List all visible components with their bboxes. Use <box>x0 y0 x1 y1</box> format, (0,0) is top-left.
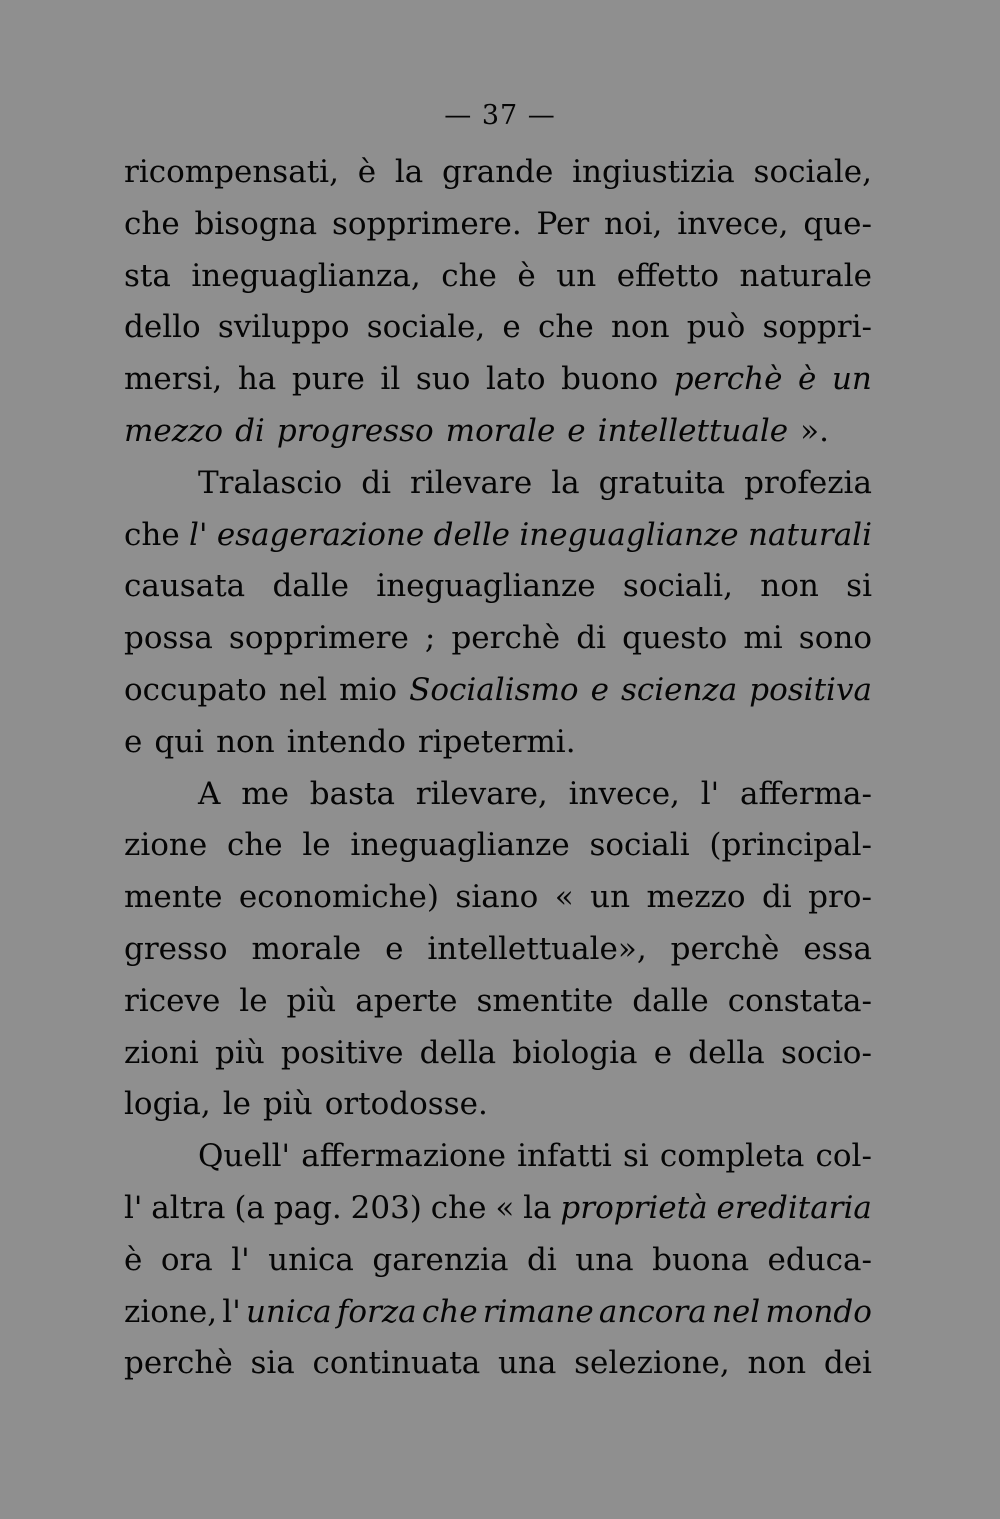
word: questo <box>622 620 728 657</box>
italic-word: intellettuale <box>597 413 789 449</box>
word: ha <box>237 361 277 398</box>
word: basta <box>309 775 395 812</box>
word: morale <box>251 931 362 967</box>
word: la <box>523 1190 552 1226</box>
word: col- <box>815 1138 872 1175</box>
word: dalle <box>272 568 349 605</box>
italic-word: Socialismo <box>409 672 579 708</box>
italic-word: l' <box>189 516 208 553</box>
text-line <box>124 1337 872 1389</box>
text-line <box>124 1182 872 1234</box>
word: ricompensati, <box>124 154 339 190</box>
word: le <box>222 1086 251 1123</box>
word: la <box>394 154 424 190</box>
text-line <box>124 923 872 975</box>
word: causata <box>124 568 246 605</box>
word: di <box>361 464 392 501</box>
word: non <box>610 309 670 346</box>
word: ora <box>160 1241 213 1278</box>
text-line <box>198 1130 872 1182</box>
italic-word: e <box>590 672 609 708</box>
word: invece, <box>568 775 680 812</box>
word: ingiustizia <box>572 154 735 190</box>
word: effetto <box>616 257 720 294</box>
word: di <box>576 620 606 657</box>
word: pro- <box>808 879 872 916</box>
text-line <box>124 1078 872 1130</box>
italic-word: progresso <box>276 413 434 449</box>
word: si <box>622 1138 649 1175</box>
text-line <box>124 1234 872 1286</box>
text-line <box>124 612 872 664</box>
word: mezzo <box>646 879 746 916</box>
word: continuata <box>312 1345 481 1382</box>
word: (principal- <box>709 827 872 864</box>
text-line <box>124 664 872 716</box>
word: afferma- <box>739 775 872 812</box>
word: altra <box>151 1190 226 1226</box>
italic-word: un <box>831 361 872 398</box>
text-line <box>124 146 872 198</box>
word: non <box>216 723 275 760</box>
italic-word: morale <box>445 413 556 449</box>
word: intellettuale», <box>427 931 647 967</box>
word: essa <box>803 931 872 967</box>
word: rilevare <box>410 464 533 501</box>
word: della <box>419 1034 497 1071</box>
word: dei <box>823 1345 872 1382</box>
word: sono <box>798 620 872 657</box>
word: gratuita <box>598 464 726 501</box>
word: è <box>357 154 377 190</box>
word: pag. <box>273 1190 342 1226</box>
word: logia, <box>124 1086 211 1123</box>
word: sopprimere <box>228 620 409 657</box>
word: sia <box>250 1345 295 1382</box>
word: l' <box>231 1241 250 1278</box>
word: l' <box>222 1293 241 1330</box>
italic-word: mezzo <box>124 413 224 449</box>
text-line <box>124 560 872 612</box>
italic-word: unica <box>245 1293 332 1330</box>
word: mente <box>124 879 223 916</box>
word: mio <box>339 672 398 708</box>
italic-word: positiva <box>749 672 872 708</box>
word: « <box>554 879 574 916</box>
word: può <box>686 309 746 346</box>
word: ineguaglianza, <box>191 257 421 294</box>
word: Tralascio <box>198 464 343 501</box>
word: l' <box>700 775 720 812</box>
italic-word: forza <box>336 1293 417 1330</box>
word: della <box>688 1034 765 1071</box>
text-line <box>124 509 872 561</box>
word: che <box>430 1190 487 1226</box>
text-line <box>124 301 872 353</box>
word: gresso <box>124 931 228 967</box>
word: grande <box>442 154 554 190</box>
word: l' <box>124 1190 143 1226</box>
italic-word: che <box>421 1293 478 1330</box>
word: più <box>262 1086 313 1123</box>
word: la <box>551 464 580 501</box>
page-number: — 37 — <box>444 100 556 131</box>
word: qui <box>154 723 205 760</box>
word: biologia <box>512 1034 638 1071</box>
word: « <box>495 1190 515 1226</box>
word: sopprimere. <box>331 205 522 242</box>
text-line <box>198 457 872 509</box>
italic-word: ineguaglianze <box>519 516 739 553</box>
text-line <box>124 975 872 1027</box>
word: e <box>124 723 143 760</box>
word: riceve <box>124 982 221 1019</box>
word: che <box>124 516 180 553</box>
word: di <box>527 1241 557 1278</box>
word: positive <box>280 1034 404 1071</box>
text-line <box>124 871 872 923</box>
word: una <box>497 1345 557 1382</box>
word: economiche) <box>238 879 439 916</box>
word: mi <box>743 620 783 657</box>
word: occupato <box>124 672 267 708</box>
word: educa- <box>767 1241 872 1278</box>
word: constata- <box>727 982 872 1019</box>
word: completa <box>659 1138 805 1175</box>
word: possa <box>124 620 213 657</box>
word: ortodosse. <box>324 1086 488 1123</box>
word: ineguaglianze <box>350 827 570 864</box>
italic-word: di <box>235 413 265 449</box>
word: smentite <box>476 982 614 1019</box>
word: non <box>747 1345 807 1382</box>
word: sociali, <box>622 568 733 605</box>
word: garenzia <box>372 1241 509 1278</box>
word: lato <box>485 361 546 398</box>
word: infatti <box>517 1138 612 1175</box>
word: perchè <box>670 931 780 967</box>
word: perchè <box>124 1345 233 1382</box>
word: e <box>385 931 404 967</box>
italic-word: ancora <box>598 1293 707 1330</box>
word: ineguaglianze <box>376 568 596 605</box>
italic-word: proprietà <box>560 1190 708 1226</box>
text-line <box>124 353 872 405</box>
word: dello <box>124 309 201 346</box>
italic-word: è <box>798 361 817 398</box>
word: è <box>517 257 536 294</box>
word: sociale, <box>753 154 872 190</box>
word: 203) <box>350 1190 422 1226</box>
word: zioni <box>124 1034 199 1071</box>
italic-word: delle <box>433 516 510 553</box>
word: socio- <box>780 1034 872 1071</box>
word: le <box>302 827 331 864</box>
word: che <box>538 309 594 346</box>
text-line <box>124 819 872 871</box>
word: perchè <box>451 620 561 657</box>
text-line <box>124 716 872 768</box>
word: una <box>575 1241 634 1278</box>
word: nel <box>278 672 328 708</box>
word: più <box>214 1034 265 1071</box>
word: zione <box>124 827 208 864</box>
word: che <box>441 257 497 294</box>
word: sociale, <box>366 309 486 346</box>
word: buono <box>561 361 659 398</box>
word: sviluppo <box>217 309 350 346</box>
word: siano <box>455 879 539 916</box>
text-line <box>124 250 872 302</box>
word: un <box>556 257 597 294</box>
text-line <box>124 198 872 250</box>
text-line <box>198 768 872 820</box>
italic-word: esagerazione <box>216 516 425 553</box>
word: il <box>380 361 401 398</box>
word: ». <box>800 413 829 449</box>
word: un <box>590 879 631 916</box>
word: e <box>653 1034 673 1071</box>
word: Quell' <box>198 1138 291 1175</box>
word: più <box>286 982 337 1019</box>
italic-word: nel <box>711 1293 761 1330</box>
word: profezia <box>744 464 872 501</box>
word: A <box>198 775 221 812</box>
word: intendo <box>286 723 406 760</box>
italic-word: naturali <box>748 516 872 553</box>
word: affermazione <box>301 1138 506 1175</box>
word: ripetermi. <box>417 723 576 760</box>
word: Per <box>536 205 590 242</box>
text-line <box>124 405 872 457</box>
word: me <box>241 775 289 812</box>
word: è <box>124 1241 143 1278</box>
word: naturale <box>739 257 872 294</box>
word: dalle <box>632 982 709 1019</box>
word: aperte <box>355 982 458 1019</box>
word: que- <box>803 205 872 242</box>
word: suo <box>415 361 471 398</box>
word: si <box>846 568 872 605</box>
word: e <box>502 309 521 346</box>
italic-word: rimane <box>482 1293 594 1330</box>
word: che <box>124 205 180 242</box>
text-line <box>124 1027 872 1079</box>
word: ; <box>424 620 436 657</box>
word: pure <box>291 361 365 398</box>
italic-word: mondo <box>765 1293 872 1330</box>
word: selezione, <box>574 1345 730 1382</box>
italic-word: ereditaria <box>716 1190 872 1226</box>
word: sociali <box>589 827 690 864</box>
word: rilevare, <box>415 775 548 812</box>
word: unica <box>268 1241 354 1278</box>
italic-word: scienza <box>620 672 738 708</box>
word: (a <box>234 1190 265 1226</box>
word: soppri- <box>762 309 872 346</box>
word: che <box>226 827 283 864</box>
word: invece, <box>677 205 789 242</box>
word: bisogna <box>194 205 318 242</box>
word: noi, <box>603 205 663 242</box>
word: zione, <box>124 1293 218 1330</box>
word: le <box>239 982 268 1019</box>
word: non <box>760 568 819 605</box>
italic-word: perchè <box>673 361 783 398</box>
word: buona <box>652 1241 750 1278</box>
word: sta <box>124 257 171 294</box>
word: mersi, <box>124 361 223 398</box>
text-line <box>124 1286 872 1338</box>
italic-word: e <box>567 413 586 449</box>
word: di <box>761 879 792 916</box>
